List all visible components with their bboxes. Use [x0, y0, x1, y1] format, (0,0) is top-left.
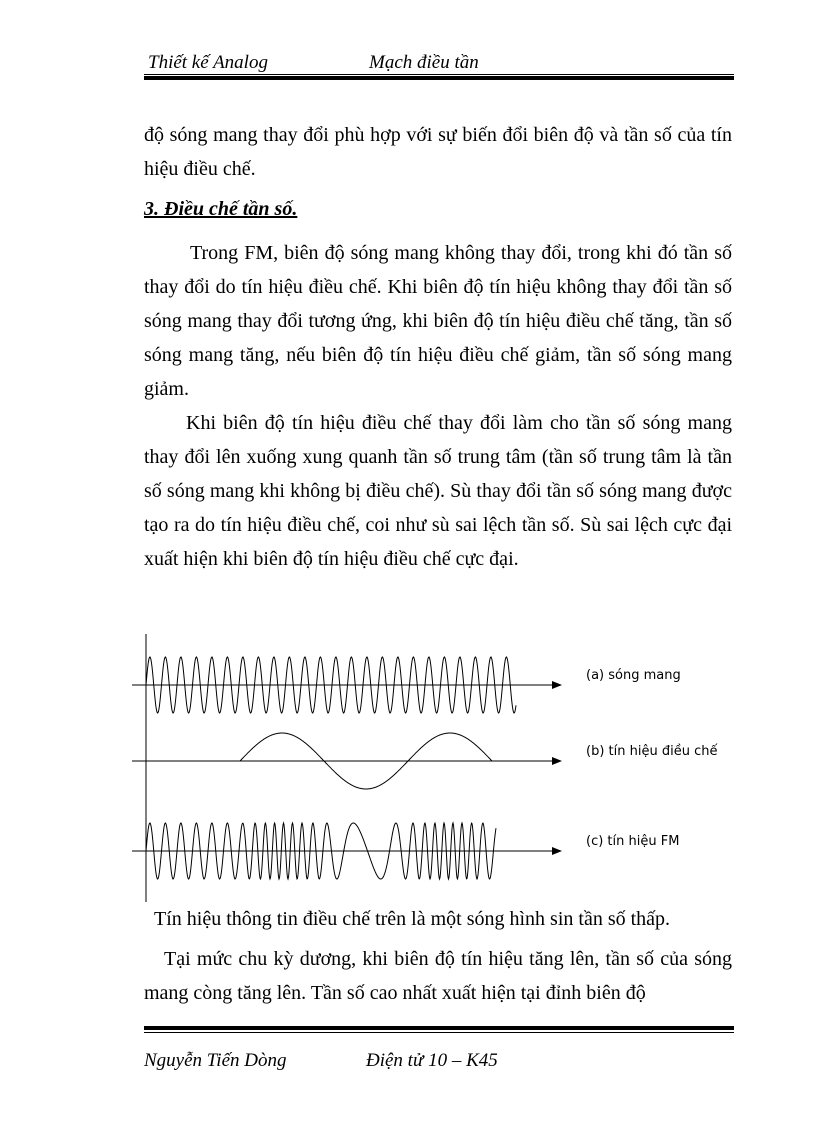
- page-header: [144, 52, 734, 74]
- footer-class: Điện tử 10 – K45: [366, 1050, 498, 1071]
- label-modulating: (b) tín hiệu điều chế: [586, 744, 718, 759]
- paragraph-sine-note: Tín hiệu thông tin điều chế trên là một sóng hình sin tần số thấp.: [154, 908, 671, 930]
- footer-rule-thin: [144, 1032, 734, 1033]
- page-body: [144, 118, 732, 576]
- paragraph-positive-cycle: Tại mức chu kỳ dương, khi biên độ tín hiệu tăng lên, tần số của sóng mang còng tăng lên. Tần số cao nhất xuất hiện tại đỉnh biên độ: [144, 948, 732, 1004]
- paragraph-fm-intro: Trong FM, biên độ sóng mang không thay đổi, trong khi đó tần số thay đổi do tín hiệu điều chế. Khi biên độ tín hiệu không thay đổi tần số sóng mang thay đổi tương ứng, khi biên độ tín hiệu điều chế tăng, tần số sóng mang tăng, nếu biên độ tín hiệu điều chế giảm, tần số sóng mang giảm.: [144, 242, 732, 400]
- arrow-fm-icon: [552, 847, 562, 855]
- header-rule-thick: [144, 76, 734, 80]
- header-course-title: Thiết kế Analog: [148, 52, 268, 73]
- footer-rule-thick: [144, 1026, 734, 1030]
- header-chapter-title: Mạch điều tần: [369, 52, 479, 73]
- paragraph-continued: độ sóng mang thay đổi phù hợp với sự biến đổi biên độ và tần số của tín hiệu điều chế.: [144, 124, 732, 180]
- arrow-modulating-icon: [552, 757, 562, 765]
- header-rule-thin: [144, 74, 734, 75]
- label-fm: (c) tín hiệu FM: [586, 834, 680, 849]
- footer-author: Nguyễn Tiến Dòng: [144, 1050, 287, 1071]
- arrow-carrier-icon: [552, 681, 562, 689]
- paragraph-frequency-deviation: Khi biên độ tín hiệu điều chế thay đổi làm cho tần số sóng mang thay đổi lên xuống xung quanh tần số trung tâm (tần số trung tâm là tần số sóng mang khi không bị điều chế). Sù thay đổi tần số sóng mang được tạo ra do tín hiệu điều chế, coi như sù sai lệch tần số. Sù sai lệch cực đại xuất hiện khi biên độ tín hiệu điều chế cực đại.: [144, 412, 732, 570]
- fm-waveform-figure: [130, 630, 730, 905]
- label-carrier: (a) sóng mang: [586, 668, 681, 683]
- page-body-continued: [144, 902, 732, 1010]
- section-heading: 3. Điều chế tần số.: [144, 198, 298, 220]
